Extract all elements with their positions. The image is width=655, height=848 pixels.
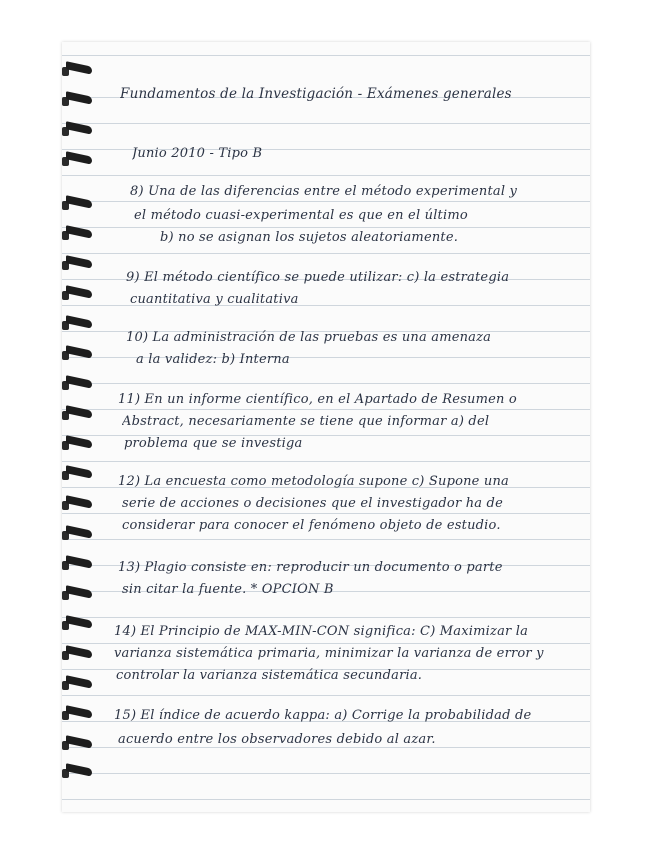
binding-ring-icon <box>62 708 96 720</box>
note-line: 11) En un informe científico, en el Apartado de Resumen o <box>118 392 517 407</box>
note-line: b) no se asignan los sujetos aleatoriamente. <box>160 230 459 245</box>
binding-ring-icon <box>62 498 96 510</box>
note-line: varianza sistemática primaria, minimizar la varianza de error y <box>114 646 544 661</box>
binding-ring-icon <box>62 64 96 76</box>
note-line: a la validez: b) Interna <box>136 352 290 367</box>
note-line: 9) El método científico se puede utilizar: c) la estrategia <box>126 270 510 285</box>
binding-ring-icon <box>62 588 96 600</box>
binding-ring-icon <box>62 618 96 630</box>
binding-ring-icon <box>62 288 96 300</box>
binding-ring-icon <box>62 408 96 420</box>
binding-ring-icon <box>62 378 96 390</box>
binding-ring-icon <box>62 124 96 136</box>
note-line: 15) El índice de acuerdo kappa: a) Corrige la probabilidad de <box>114 708 532 723</box>
binding-ring-icon <box>62 318 96 330</box>
binding-ring-icon <box>62 154 96 166</box>
note-line: Abstract, necesariamente se tiene que informar a) del <box>122 414 490 429</box>
binding-ring-icon <box>62 198 96 210</box>
binding-ring-icon <box>62 766 96 778</box>
note-line: serie de acciones o decisiones que el investigador ha de <box>122 496 503 511</box>
binding-ring-icon <box>62 678 96 690</box>
binding-ring-icon <box>62 348 96 360</box>
spiral-binding <box>62 52 102 792</box>
exam-heading: Junio 2010 - Tipo B <box>132 146 263 161</box>
binding-ring-icon <box>62 738 96 750</box>
binding-ring-icon <box>62 468 96 480</box>
note-line: controlar la varianza sistemática secundaria. <box>116 668 423 683</box>
binding-ring-icon <box>62 228 96 240</box>
binding-ring-icon <box>62 558 96 570</box>
note-line: problema que se investiga <box>124 436 303 451</box>
note-line: 12) La encuesta como metodología supone c) Supone una <box>118 474 510 489</box>
note-line: el método cuasi-experimental es que en el último <box>134 208 468 223</box>
note-line: 14) El Principio de MAX-MIN-CON significa: C) Maximizar la <box>114 624 529 639</box>
note-line: 10) La administración de las pruebas es una amenaza <box>126 330 492 345</box>
note-line: 8) Una de las diferencias entre el método experimental y <box>130 184 518 199</box>
note-line: considerar para conocer el fenómeno objeto de estudio. <box>122 518 501 533</box>
notebook-title: Fundamentos de la Investigación - Exámenes generales <box>120 86 512 102</box>
binding-ring-icon <box>62 528 96 540</box>
note-line: sin citar la fuente. * OPCIÓN B <box>122 582 334 597</box>
binding-ring-icon <box>62 94 96 106</box>
binding-ring-icon <box>62 648 96 660</box>
binding-ring-icon <box>62 438 96 450</box>
note-line: acuerdo entre los observadores debido al azar. <box>118 732 436 747</box>
note-line: 13) Plagio consiste en: reproducir un documento o parte <box>118 560 503 575</box>
note-line: cuantitativa y cualitativa <box>130 292 299 307</box>
binding-ring-icon <box>62 258 96 270</box>
